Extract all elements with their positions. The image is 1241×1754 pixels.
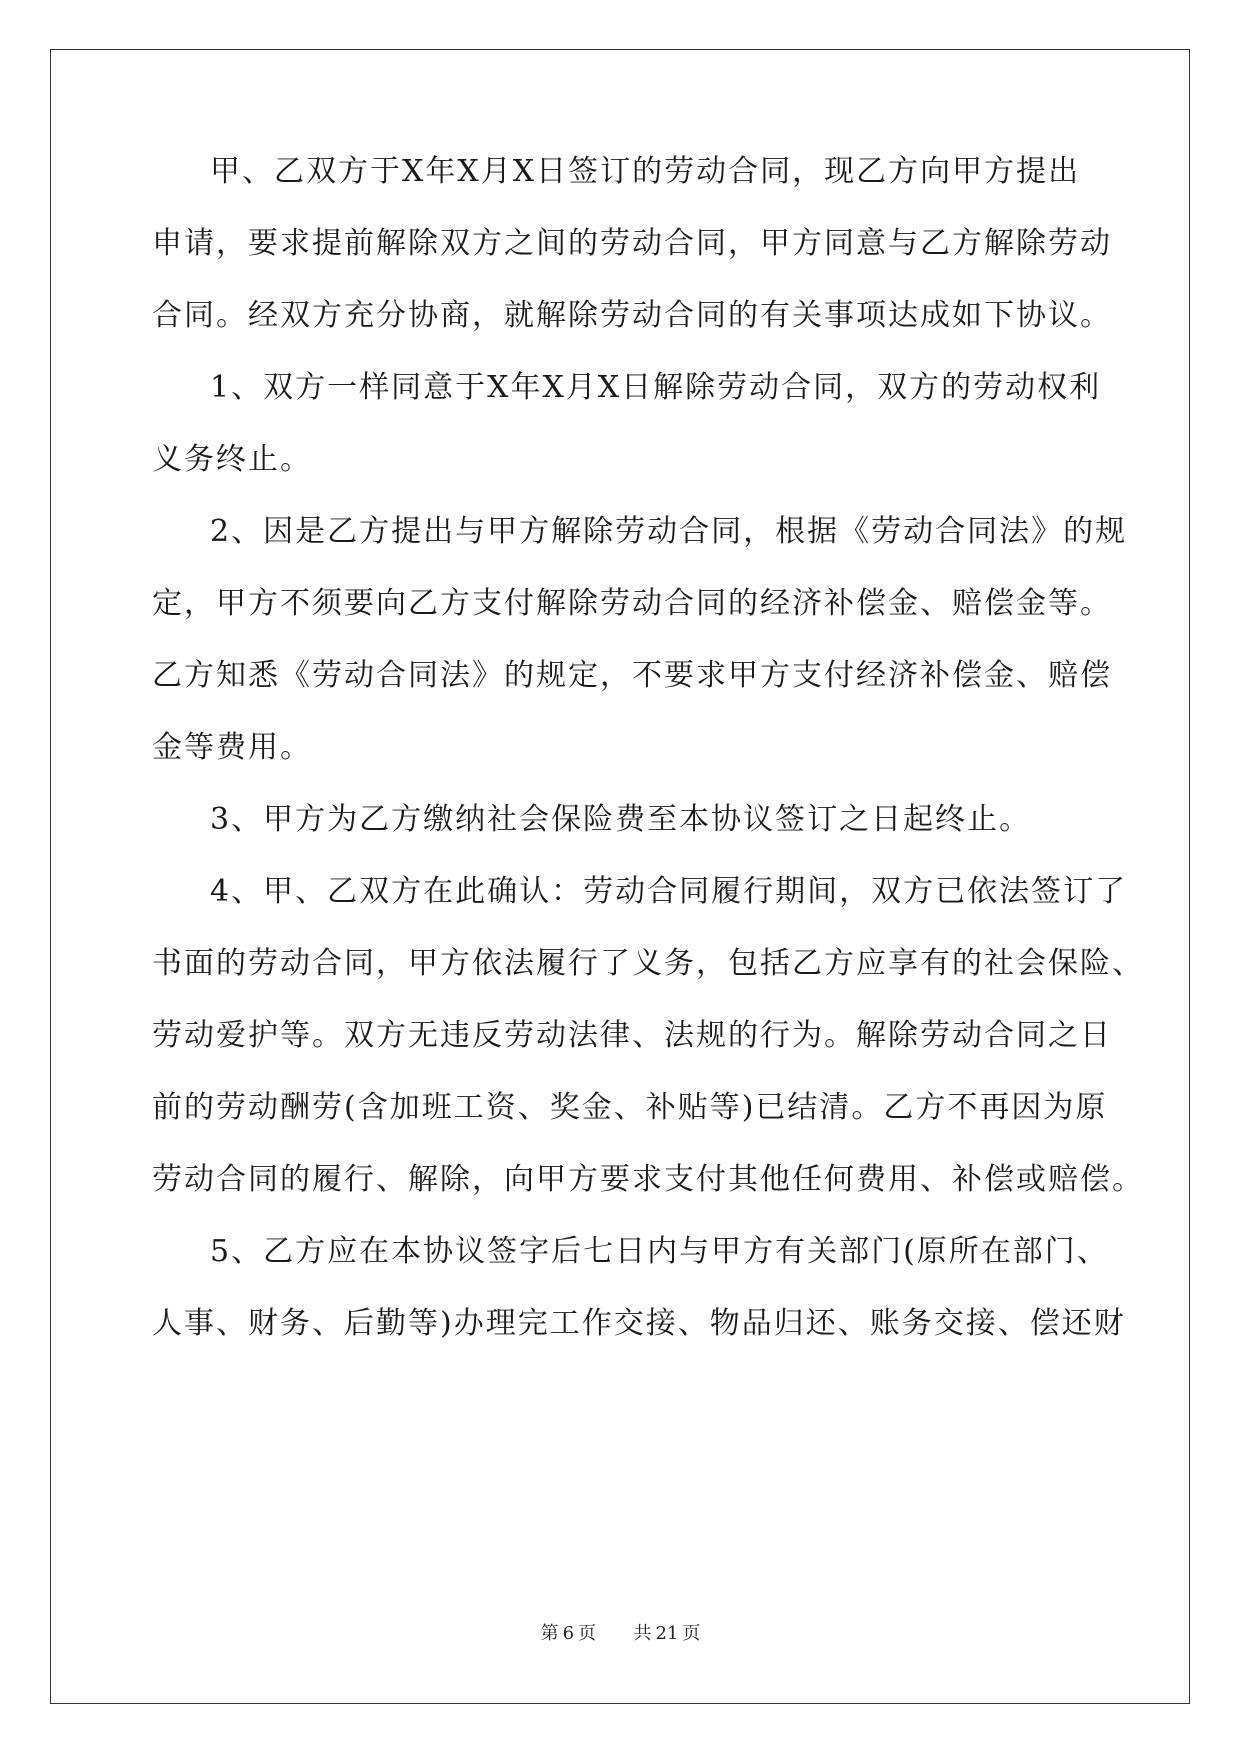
clause-2-line-1: 2、因是乙方提出与甲方解除劳动合同，根据《劳动合同法》的规 [210,514,1128,549]
page-footer [0,1622,1241,1646]
clause-4-line-5: 劳动合同的履行、解除，向甲方要求支付其他任何费用、补偿或赔偿。 [152,1162,1144,1197]
page-number: 6 [562,1623,575,1644]
clause-5-line-1: 5、乙方应在本协议签字后七日内与甲方有关部门(原所在部门、 [210,1234,1109,1269]
paragraph-1-line-1: 甲、乙双方于X年X月X日签订的劳动合同，现乙方向甲方提出 [210,154,1081,189]
clause-5-line-2: 人事、财务、后勤等)办理完工作交接、物品归还、账务交接、偿还财 [152,1306,1126,1341]
paragraph-1-line-2: 申请，要求提前解除双方之间的劳动合同，甲方同意与乙方解除劳动 [152,226,1112,261]
page-suffix: 页 [578,1623,597,1644]
paragraph-1-line-3: 合同。经双方充分协商，就解除劳动合同的有关事项达成如下协议。 [152,298,1112,333]
clause-2-line-2: 定，甲方不须要向乙方支付解除劳动合同的经济补偿金、赔偿金等。 [152,586,1112,621]
clause-1-line-2: 义务终止。 [152,442,312,477]
total-suffix: 页 [682,1623,701,1644]
clause-4-line-3: 劳动爱护等。双方无违反劳动法律、法规的行为。解除劳动合同之日 [152,1018,1112,1053]
total-pages: 21 [655,1623,679,1644]
clause-4-line-1: 4、甲、乙双方在此确认：劳动合同履行期间，双方已依法签订了 [210,874,1128,909]
total-prefix: 共 [633,1623,652,1644]
clause-2-line-3: 乙方知悉《劳动合同法》的规定，不要求甲方支付经济补偿金、赔偿 [152,658,1112,693]
clause-4-line-4: 前的劳动酬劳(含加班工资、奖金、补贴等)已结清。乙方不再因为原 [152,1090,1108,1125]
clause-3-line-1: 3、甲方为乙方缴纳社会保险费至本协议签订之日起终止。 [210,802,1032,837]
page-prefix: 第 [540,1623,559,1644]
clause-4-line-2: 书面的劳动合同，甲方依法履行了义务，包括乙方应享有的社会保险、 [152,946,1144,981]
clause-2-line-4: 金等费用。 [152,730,312,765]
clause-1-line-1: 1、双方一样同意于X年X月X日解除劳动合同，双方的劳动权利 [210,370,1102,405]
